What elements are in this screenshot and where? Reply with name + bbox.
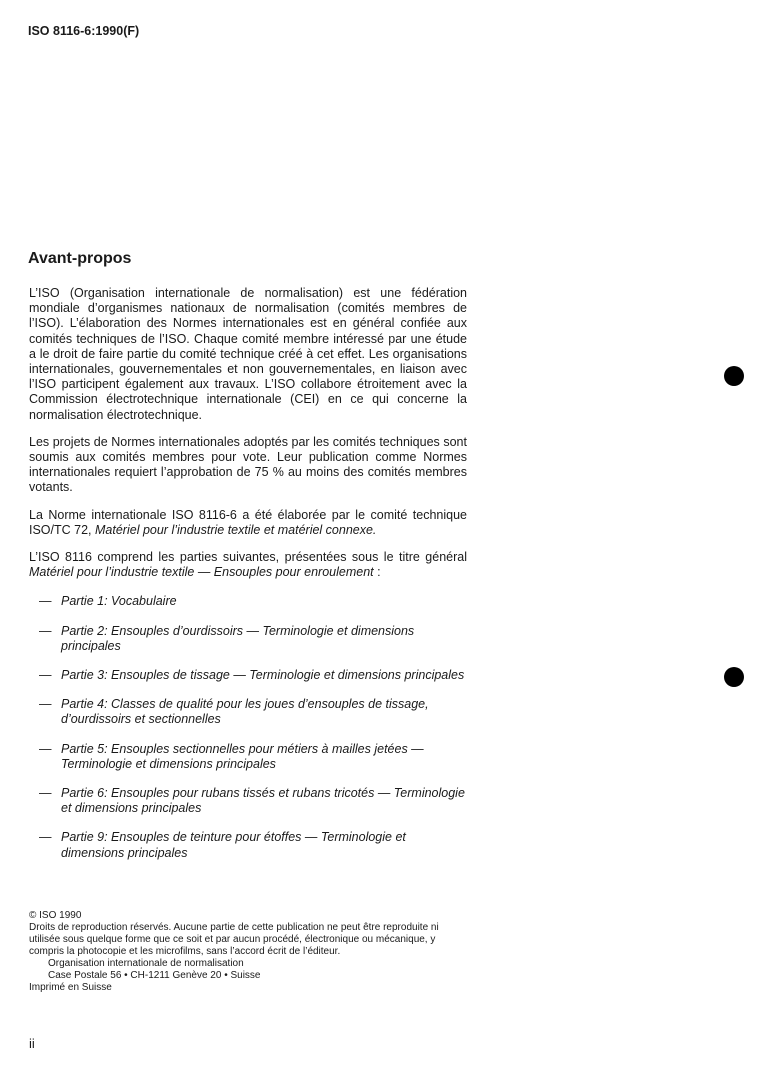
list-item	[29, 830, 467, 860]
paragraph-iso-intro: L’ISO (Organisation internationale de normalisation) est une fédération mondiale d’organismes nationaux de normalisation (comités membres de l’ISO). L’élaboration des Normes internationales est en général confiée aux comités techniques de l’ISO. Chaque comité membre intéressé par une étude a le droit de faire partie du comité technique créé à cet effet. Les organisations internationales, gouvernementales et non gouvernementales, en liaison avec l’ISO participent également aux travaux. L’ISO collabore étroitement avec la Commission électrotechnique internationale (CEI) en ce qui concerne la normalisation électrotechnique.	[29, 286, 467, 422]
page-number: ii	[29, 1036, 35, 1051]
list-item-text: Partie 4: Classes de qualité pour les joues d’ensouples de tissage, d’ourdissoirs et sectionnelles	[61, 697, 429, 727]
list-dash: —	[39, 786, 52, 801]
list-item	[29, 668, 467, 683]
list-item	[29, 786, 467, 816]
parts-intro-colon: :	[377, 565, 381, 580]
list-item-text: Partie 1: Vocabulaire	[61, 594, 177, 609]
list-dash: —	[39, 741, 52, 756]
paragraph-parts-intro	[29, 550, 467, 580]
copyright-line: © ISO 1990	[29, 910, 82, 921]
parts-intro-text: L’ISO 8116 comprend les parties suivantes, présentées sous le titre général	[29, 550, 467, 565]
parts-list	[29, 594, 467, 860]
copyright-address: Case Postale 56 • CH-1211 Genève 20 • Suisse	[48, 970, 261, 981]
foreword-body	[29, 286, 467, 875]
prepared-by-title: Matériel pour l’industrie textile et matériel connexe.	[95, 522, 377, 537]
paragraph-voting: Les projets de Normes internationales adoptés par les comités techniques sont soumis aux comités membres pour vote. Leur publication comme Normes internationales requiert l’approbation de 75 % au moins des comités membres votants.	[29, 434, 467, 495]
list-dash: —	[39, 697, 52, 712]
document-standard-id: ISO 8116-6:1990(F)	[28, 24, 140, 38]
list-item	[29, 594, 467, 609]
list-item	[29, 742, 467, 772]
prepared-by-text: La Norme internationale ISO 8116-6 a été élaborée par le comité technique ISO/TC 72,	[29, 507, 467, 537]
list-item-text: Partie 3: Ensouples de tissage — Terminologie et dimensions principales	[61, 668, 465, 683]
list-item-text: Partie 6: Ensouples pour rubans tissés et rubans tricotés — Terminologie et dimensions principales	[61, 786, 465, 816]
list-dash: —	[39, 623, 52, 638]
list-dash: —	[39, 830, 52, 845]
punch-hole-dot	[724, 667, 744, 687]
punch-hole-dot	[724, 366, 744, 386]
section-title: Avant-propos	[28, 250, 132, 267]
list-item	[29, 697, 467, 727]
list-item-text: Partie 2: Ensouples d’ourdissoirs — Terminologie et dimensions principales	[61, 623, 415, 653]
list-item-text: Partie 9: Ensouples de teinture pour étoffes — Terminologie et dimensions principales	[61, 830, 406, 860]
list-dash: —	[39, 668, 52, 683]
parts-intro-title: Matériel pour l’industrie textile — Ensouples pour enroulement	[29, 565, 374, 580]
list-item	[29, 624, 467, 654]
copyright-rights: Droits de reproduction réservés. Aucune partie de cette publication ne peut être reproduite ni utilisée sous quelque forme que ce soit et par aucun procédé, électronique ou mécanique, y compris la photocopie et les microfilms, sans l’accord écrit de l’éditeur.	[29, 922, 439, 957]
copyright-printed: Imprimé en Suisse	[29, 982, 112, 993]
copyright-org: Organisation internationale de normalisation	[48, 958, 244, 969]
list-item-text: Partie 5: Ensouples sectionnelles pour métiers à mailles jetées — Terminologie et dimensions principales	[61, 741, 424, 771]
paragraph-prepared-by	[29, 508, 467, 538]
copyright-block	[29, 910, 469, 994]
list-dash: —	[39, 594, 52, 609]
